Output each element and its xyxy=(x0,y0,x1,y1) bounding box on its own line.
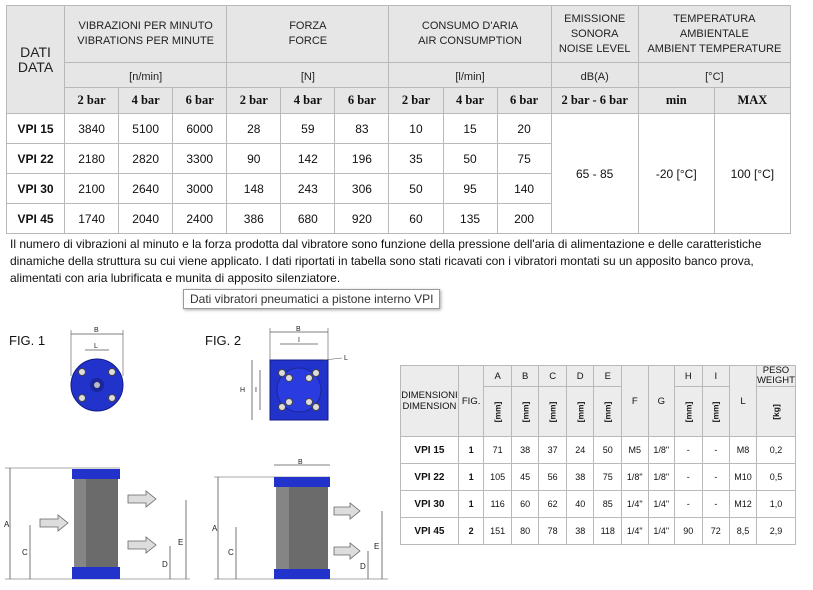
specs-table xyxy=(6,5,791,234)
bolt-icon xyxy=(109,369,116,376)
fig-header: FIG. xyxy=(458,366,483,437)
value-cell: 85 xyxy=(594,491,622,518)
value-cell: 105 xyxy=(484,464,512,491)
value-cell: 1/4" xyxy=(648,518,675,545)
noise-value-cell: 65 - 85 xyxy=(551,114,638,234)
table-row xyxy=(401,518,796,545)
bolt-icon xyxy=(279,404,286,411)
dim-letter-a: A xyxy=(4,520,10,529)
fig-cell: 1 xyxy=(458,437,483,464)
unit-cell xyxy=(756,387,795,437)
unit-label: [mm] xyxy=(547,401,558,422)
value-cell: 24 xyxy=(566,437,594,464)
air-outlet-arrow-icon xyxy=(334,543,360,559)
dim-letter-d: D xyxy=(360,562,366,571)
bolt-icon xyxy=(286,375,293,382)
vibration-cell: 2180 xyxy=(65,144,119,174)
unit-label: [kg] xyxy=(770,403,781,420)
vibration-cell: 3000 xyxy=(173,174,227,204)
pressure-col: 6 bar xyxy=(173,88,227,114)
force-cell: 28 xyxy=(227,114,281,144)
force-title-it: FORZA xyxy=(289,20,327,32)
air-cell: 75 xyxy=(497,144,551,174)
dimensions-label-en: DIMENSION xyxy=(402,401,457,412)
value-cell: 38 xyxy=(566,518,594,545)
unit-cell xyxy=(594,387,622,437)
bolt-icon xyxy=(306,399,313,406)
fig-cell: 1 xyxy=(458,491,483,518)
description-line: alimentati con aria lubrificata e munita di apposito silenziatore. xyxy=(10,271,341,285)
dim-letter-b: B xyxy=(296,326,301,333)
table-row xyxy=(401,491,796,518)
force-cell: 196 xyxy=(335,144,389,174)
air-outlet-arrow-icon xyxy=(128,537,156,553)
vibrator-bottom-cap xyxy=(72,567,120,579)
dimensions-label-it: DIMENSIONI xyxy=(401,390,458,401)
col-header: H xyxy=(675,366,703,387)
force-cell: 142 xyxy=(281,144,335,174)
temp-min-col: min xyxy=(638,88,714,114)
value-cell: 0,5 xyxy=(756,464,795,491)
vibrations-title-it: VIBRAZIONI PER MINUTO xyxy=(78,20,213,32)
value-cell: 50 xyxy=(594,437,622,464)
center-hole xyxy=(94,382,100,388)
vibrations-header xyxy=(65,6,227,63)
value-cell: 78 xyxy=(539,518,567,545)
fig2-side-view xyxy=(212,455,392,587)
dim-letter-i: I xyxy=(298,337,300,344)
vibration-cell: 2040 xyxy=(119,204,173,234)
force-cell: 920 xyxy=(335,204,389,234)
cylinder-highlight xyxy=(74,479,86,567)
value-cell: 1/4" xyxy=(622,518,649,545)
force-cell: 59 xyxy=(281,114,335,144)
noise-title-3: NOISE LEVEL xyxy=(558,42,631,55)
model-cell: VPI 45 xyxy=(7,204,65,234)
value-cell: 56 xyxy=(539,464,567,491)
value-cell: 0,2 xyxy=(756,437,795,464)
pressure-col: 2 bar xyxy=(227,88,281,114)
noise-title-1: EMISSIONE xyxy=(564,12,626,25)
vibration-cell: 3300 xyxy=(173,144,227,174)
vibrations-title-en: VIBRATIONS PER MINUTE xyxy=(77,35,214,47)
pressure-col: 6 bar xyxy=(497,88,551,114)
value-cell: 60 xyxy=(511,491,539,518)
value-cell: 1/8" xyxy=(648,464,675,491)
air-cell: 50 xyxy=(389,174,443,204)
col-header: I xyxy=(702,366,730,387)
value-cell: - xyxy=(702,491,730,518)
force-cell: 243 xyxy=(281,174,335,204)
col-header: E xyxy=(594,366,622,387)
value-cell: - xyxy=(675,491,703,518)
unit-cell xyxy=(484,387,512,437)
fig1-top-view xyxy=(60,326,135,418)
temperature-header xyxy=(638,6,790,63)
noise-pressure-col: 2 bar - 6 bar xyxy=(551,88,638,114)
value-cell: 8,5 xyxy=(730,518,757,545)
value-cell: 40 xyxy=(566,491,594,518)
vibrations-unit: [n/min] xyxy=(65,63,227,88)
value-cell: M12 xyxy=(730,491,757,518)
table-row xyxy=(401,437,796,464)
vibrator-top-cap xyxy=(274,477,330,487)
force-cell: 148 xyxy=(227,174,281,204)
air-cell: 35 xyxy=(389,144,443,174)
air-inlet-arrow-icon xyxy=(40,515,68,531)
bolt-icon xyxy=(306,375,313,382)
col-header: A xyxy=(484,366,512,387)
vibration-cell: 2820 xyxy=(119,144,173,174)
col-header: G xyxy=(648,366,675,437)
force-cell: 306 xyxy=(335,174,389,204)
value-cell: 2,9 xyxy=(756,518,795,545)
vibration-cell: 2100 xyxy=(65,174,119,204)
value-cell: 1/4" xyxy=(648,491,675,518)
model-cell: VPI 22 xyxy=(401,464,459,491)
dati-header xyxy=(7,6,65,114)
value-cell: 1/4" xyxy=(622,491,649,518)
dim-letter-b: B xyxy=(298,459,303,466)
value-cell: 118 xyxy=(594,518,622,545)
cylinder-highlight xyxy=(276,487,289,569)
model-cell: VPI 15 xyxy=(401,437,459,464)
unit-cell xyxy=(511,387,539,437)
value-cell: M10 xyxy=(730,464,757,491)
value-cell: M8 xyxy=(730,437,757,464)
air-title-en: AIR CONSUMPTION xyxy=(418,35,522,47)
value-cell: - xyxy=(675,437,703,464)
fig2-top-view xyxy=(232,326,362,426)
air-outlet-arrow-icon xyxy=(128,491,156,507)
air-title-it: CONSUMO D'ARIA xyxy=(421,20,519,32)
vibration-cell: 2640 xyxy=(119,174,173,204)
value-cell: 80 xyxy=(511,518,539,545)
temp-max-col: MAX xyxy=(714,88,790,114)
dim-letter-h: H xyxy=(240,387,246,394)
value-cell: 1/8" xyxy=(648,437,675,464)
bolt-icon xyxy=(313,404,320,411)
col-header: D xyxy=(566,366,594,387)
fig-cell: 2 xyxy=(458,518,483,545)
air-cell: 135 xyxy=(443,204,497,234)
unit-label: [mm] xyxy=(602,401,613,422)
noise-title-2: SONORA xyxy=(570,27,619,40)
air-cell: 20 xyxy=(497,114,551,144)
force-cell: 83 xyxy=(335,114,389,144)
value-cell: M5 xyxy=(622,437,649,464)
model-cell: VPI 15 xyxy=(7,114,65,144)
force-unit: [N] xyxy=(227,63,389,88)
dim-letter-b: B xyxy=(94,327,99,334)
description-paragraph xyxy=(10,236,800,287)
vibration-cell: 1740 xyxy=(65,204,119,234)
value-cell: - xyxy=(702,464,730,491)
description-line: dinamiche della struttura su cui viene applicato. I dati riportati in tabella sono stati ricavati con i vibratori montati su un apposito banco prova, xyxy=(10,254,754,268)
table-row xyxy=(401,464,796,491)
force-title-en: FORCE xyxy=(288,35,328,47)
force-cell: 680 xyxy=(281,204,335,234)
noise-unit: dB(A) xyxy=(551,63,638,88)
value-cell: 1,0 xyxy=(756,491,795,518)
dim-letter-c: C xyxy=(22,548,28,557)
value-cell: 75 xyxy=(594,464,622,491)
model-cell: VPI 30 xyxy=(401,491,459,518)
air-cell: 15 xyxy=(443,114,497,144)
dim-letter-e: E xyxy=(178,538,184,547)
pressure-col: 4 bar xyxy=(281,88,335,114)
unit-cell xyxy=(675,387,703,437)
value-cell: - xyxy=(675,464,703,491)
dim-letter-a: A xyxy=(212,524,218,533)
force-header xyxy=(227,6,389,63)
value-cell: 72 xyxy=(702,518,730,545)
dimensions-table xyxy=(400,365,796,545)
pressure-col: 4 bar xyxy=(443,88,497,114)
bolt-icon xyxy=(313,370,320,377)
temp-max-cell: 100 [°C] xyxy=(714,114,790,234)
air-cell: 60 xyxy=(389,204,443,234)
unit-label: [mm] xyxy=(683,401,694,422)
leader-line-l xyxy=(324,358,342,360)
dim-letter-i-vertical: I xyxy=(255,387,257,394)
air-cell: 95 xyxy=(443,174,497,204)
unit-label: [mm] xyxy=(710,401,721,422)
bolt-icon xyxy=(279,370,286,377)
pressure-col: 2 bar xyxy=(389,88,443,114)
dim-letter-d: D xyxy=(162,560,168,569)
vibrator-bottom-cap xyxy=(274,569,330,579)
tooltip: Dati vibratori pneumatici a pistone interno VPI xyxy=(183,289,440,309)
col-header: C xyxy=(539,366,567,387)
vibration-cell: 2400 xyxy=(173,204,227,234)
value-cell: 38 xyxy=(511,437,539,464)
bolt-icon xyxy=(79,369,86,376)
value-cell: 45 xyxy=(511,464,539,491)
pressure-col: 4 bar xyxy=(119,88,173,114)
temp-unit: [°C] xyxy=(638,63,790,88)
vibration-cell: 3840 xyxy=(65,114,119,144)
temp-title-it: TEMPERATURA AMBIENTALE xyxy=(673,12,756,40)
description-line: Il numero di vibrazioni al minuto e la forza prodotta dal vibratore sono funzione della pressione dell'aria di alimentazione e delle caratteristiche xyxy=(10,237,762,251)
dati-label-en: DATA xyxy=(17,58,54,75)
noise-header xyxy=(551,6,638,63)
col-header: B xyxy=(511,366,539,387)
air-outlet-arrow-icon xyxy=(334,503,360,519)
dim-letter-e: E xyxy=(374,542,380,551)
col-header: L xyxy=(730,366,757,437)
unit-label: [mm] xyxy=(575,401,586,422)
vibration-cell: 5100 xyxy=(119,114,173,144)
value-cell: 151 xyxy=(484,518,512,545)
temp-title-en: AMBIENT TEMPERATURE xyxy=(647,42,782,55)
unit-label: [mm] xyxy=(520,401,531,422)
value-cell: 38 xyxy=(566,464,594,491)
fig1-side-view xyxy=(0,455,200,587)
air-cell: 50 xyxy=(443,144,497,174)
vibrator-top-cap xyxy=(72,469,120,479)
fig1-label: FIG. 1 xyxy=(9,333,46,348)
force-cell: 90 xyxy=(227,144,281,174)
dati-label-it: DATI xyxy=(20,43,51,60)
unit-cell xyxy=(566,387,594,437)
col-header: F xyxy=(622,366,649,437)
pressure-col: 6 bar xyxy=(335,88,389,114)
vibration-cell: 6000 xyxy=(173,114,227,144)
value-cell: 116 xyxy=(484,491,512,518)
bolt-icon xyxy=(79,395,86,402)
dim-letter-l: L xyxy=(344,355,348,362)
air-cell: 140 xyxy=(497,174,551,204)
model-cell: VPI 45 xyxy=(401,518,459,545)
dim-letter-c: C xyxy=(228,548,234,557)
bolt-icon xyxy=(109,395,116,402)
model-cell: VPI 22 xyxy=(7,144,65,174)
value-cell: 62 xyxy=(539,491,567,518)
weight-label-it: PESO xyxy=(762,365,790,376)
bolt-icon xyxy=(286,399,293,406)
value-cell: - xyxy=(702,437,730,464)
model-cell: VPI 30 xyxy=(7,174,65,204)
dim-letter-l: L xyxy=(94,343,98,350)
dimensions-header xyxy=(401,366,459,437)
table-row xyxy=(7,114,791,144)
fig-cell: 1 xyxy=(458,464,483,491)
pressure-col: 2 bar xyxy=(65,88,119,114)
value-cell: 71 xyxy=(484,437,512,464)
air-cell: 10 xyxy=(389,114,443,144)
unit-cell xyxy=(702,387,730,437)
weight-label-en: WEIGHT xyxy=(756,375,795,386)
air-cell: 200 xyxy=(497,204,551,234)
value-cell: 37 xyxy=(539,437,567,464)
weight-header xyxy=(756,366,795,387)
value-cell: 1/8" xyxy=(622,464,649,491)
temp-min-cell: -20 [°C] xyxy=(638,114,714,234)
force-cell: 386 xyxy=(227,204,281,234)
unit-cell xyxy=(539,387,567,437)
value-cell: 90 xyxy=(675,518,703,545)
unit-label: [mm] xyxy=(492,401,503,422)
air-consumption-header xyxy=(389,6,551,63)
fig2-label: FIG. 2 xyxy=(205,333,242,348)
air-unit: [l/min] xyxy=(389,63,551,88)
